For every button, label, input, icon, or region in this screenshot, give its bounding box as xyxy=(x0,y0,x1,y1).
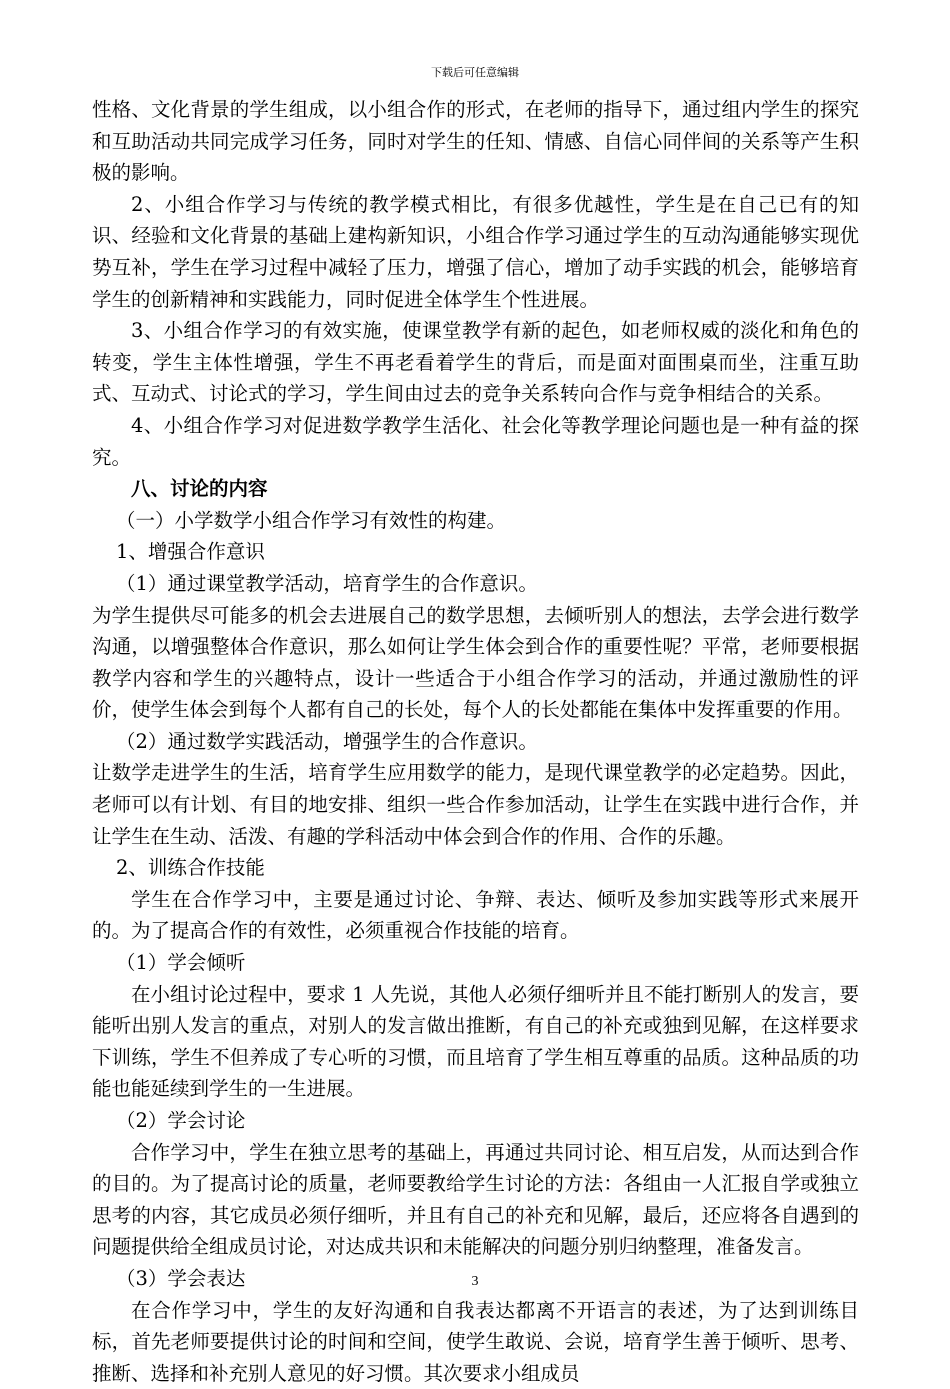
paragraph: 在合作学习中，学生的友好沟通和自我表达都离不开语言的表述，为了达到训练目标，首先老师要提供讨论的时间和空间，使学生敢说、会说，培育学生善于倾听、思考、推断、选择和补充别人意见的好习惯。其次要求小组成员 xyxy=(92,1298,859,1385)
subsection-heading: （一）小学数学小组合作学习有效性的构建。 xyxy=(116,508,507,532)
paragraph: 4、小组合作学习对促进数学教学生活化、社会化等教学理论问题也是一种有益的探究。 xyxy=(92,413,859,469)
paragraph: 在小组讨论过程中，要求 1 人先说，其他人必须仔细听并且不能打断别人的发言，要能听出别人发言的重点，对别人的发言做出推断，有自己的补充或独到见解，在这样要求下训练，学生不但养成了专心听的习惯，而且培育了学生相互尊重的品质。这种品质的功能也能延续到学生的一生进展。 xyxy=(92,982,859,1101)
paragraph: 性格、文化背景的学生组成，以小组合作的形式，在老师的指导下，通过组内学生的探究和互助活动共同完成学习任务，同时对学生的任知、情感、自信心同伴间的关系等产生积极的影响。 xyxy=(92,98,859,185)
subsection-heading: （1）通过课堂教学活动，培育学生的合作意识。 xyxy=(116,571,538,595)
subsection-heading: （3）学会表达 xyxy=(116,1266,246,1290)
subsection-heading: （2）学会讨论 xyxy=(116,1109,246,1132)
paragraph: 3、小组合作学习的有效实施，使课堂教学有新的起色，如老师权威的淡化和角色的转变，学生主体性增强，学生不再老看着学生的背后，而是面对面围桌而坐，注重互助式、互动式、讨论式的学习，学生间由过去的竞争关系转向合作与竞争相结合的关系。 xyxy=(92,319,859,406)
section-heading: 八、讨论的内容 xyxy=(131,477,268,501)
document-body xyxy=(92,94,859,1389)
paragraph: 为学生提供尽可能多的机会去进展自己的数学思想，去倾听别人的想法，去学会进行数学沟通，以增强整体合作意识，那么如何让学生体会到合作的重要性呢？平常，老师要根据教学内容和学生的兴趣特点，设计一些适合于小组合作学习的活动，并通过激励性的评价，使学生体会到每个人都有自己的长处，每个人的长处都能在集体中发挥重要的作用。 xyxy=(92,603,859,722)
subsection-heading: 2、训练合作技能 xyxy=(116,856,265,880)
paragraph: 学生在合作学习中，主要是通过讨论、争辩、表达、倾听及参加实践等形式来展开的。为了提高合作的有效性，必须重视合作技能的培育。 xyxy=(92,887,859,943)
paragraph: 合作学习中，学生在独立思考的基础上，再通过共同讨论、相互启发，从而达到合作的目的。为了提高讨论的质量，老师要教给学生讨论的方法：各组由一人汇报自学或独立思考的内容，其它成员必须仔细听，并且有自己的补充和见解，最后，还应将各自遇到的问题提供给全组成员讨论，对达成共识和未能解决的问题分别归纳整理，准备发言。 xyxy=(92,1140,859,1259)
paragraph: 2、小组合作学习与传统的教学模式相比，有很多优越性，学生是在自己已有的知识、经验和文化背景的基础上建构新知识，小组合作学习通过学生的互动沟通能够实现优势互补，学生在学习过程中减轻了压力，增强了信心，增加了动手实践的机会，能够培育学生的创新精神和实践能力，同时促进全体学生个性进展。 xyxy=(92,192,859,311)
page-header: 下载后可任意编辑 xyxy=(431,66,519,79)
subsection-heading: （1）学会倾听 xyxy=(116,951,246,975)
paragraph: 让数学走进学生的生活，培育学生应用数学的能力，是现代课堂教学的必定趋势。因此，老师可以有计划、有目的地安排、组织一些合作参加活动，让学生在实践中进行合作，并让学生在生动、活泼、有趣的学科活动中体会到合作的作用、合作的乐趣。 xyxy=(92,761,859,848)
page-number: 3 xyxy=(471,1274,479,1289)
subsection-heading: 1、增强合作意识 xyxy=(116,540,265,564)
subsection-heading: （2）通过数学实践活动，增强学生的合作意识。 xyxy=(116,729,538,753)
